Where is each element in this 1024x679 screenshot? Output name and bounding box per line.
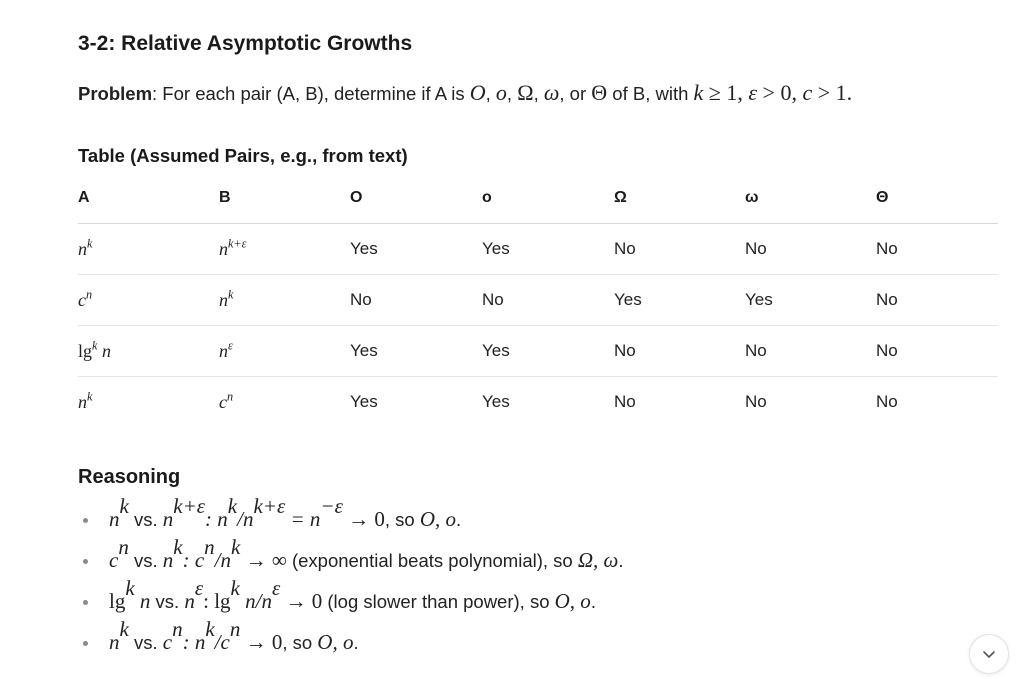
problem-statement: Problem: For each pair (A, B), determine if A is O, o, Ω, ω, or Θ of B, with k ≥ 1, ε > 0, c > 1. (78, 80, 853, 105)
section-title: 3-2: Relative Asymptotic Growths (78, 32, 413, 55)
cell-big-omega: Yes (614, 275, 745, 326)
list-item: $n^k$ vs. $n^{k+\varepsilon}$: $n^k/n^{k+\varepsilon} = n^{-\varepsilon} \to 0$, so O, o. (78, 499, 624, 540)
cell-big-omega: No (614, 392, 636, 411)
problem-label: Problem (78, 83, 153, 104)
reasoning-list (78, 493, 624, 663)
cell-little-omega: No (745, 392, 767, 411)
cell-big-o: No (350, 275, 482, 326)
scroll-down-button[interactable] (969, 634, 1009, 674)
cell-theta: No (876, 224, 998, 275)
chevron-down-icon (981, 646, 997, 662)
table-row (78, 224, 998, 275)
cell-big-omega: No (614, 224, 745, 275)
table-row (78, 326, 998, 377)
cell-little-o: Yes (482, 326, 614, 377)
cell-b: $n^k$ (219, 275, 350, 326)
header-theta: Θ (876, 172, 998, 224)
header-b: B (219, 172, 350, 224)
cell-a: $c^n$ (78, 275, 219, 326)
cell-little-omega: No (745, 224, 876, 275)
header-a: A (78, 172, 219, 224)
symbol-theta: Θ (591, 80, 608, 105)
header-little-omega: ω (745, 172, 876, 224)
cell-little-o: Yes (482, 392, 510, 411)
list-item: $c^n$ vs. $n^k$: $c^n/n^k$ → ∞ (exponential beats polynomial), so Ω, ω. (78, 540, 624, 581)
header-little-o: o (482, 172, 614, 224)
table-header-row (78, 172, 998, 224)
cell-b: $n^\varepsilon$ (219, 326, 350, 377)
header-big-omega: Ω (614, 172, 745, 224)
header-big-o: O (350, 172, 482, 224)
cell-big-o: Yes (350, 326, 482, 377)
cell-little-o: Yes (482, 224, 614, 275)
cell-a: $n^k$ (78, 388, 93, 412)
reasoning-title: Reasoning (78, 466, 181, 488)
symbol-big-omega: Ω (517, 80, 534, 105)
problem-text: : For each pair (A, B), determine if A is (152, 83, 470, 104)
symbol-little-omega: ω (543, 80, 560, 105)
asymptotic-table (78, 172, 998, 427)
cell-theta: No (876, 392, 898, 411)
table-row (78, 377, 998, 428)
cell-big-omega: No (614, 326, 745, 377)
symbol-little-o: o (495, 80, 507, 105)
table-row (78, 275, 998, 326)
cell-b: $c^n$ (219, 388, 234, 412)
cell-b: $n^{k+\varepsilon}$ (219, 224, 350, 275)
symbol-big-o: O (469, 80, 486, 105)
cell-theta: No (876, 326, 998, 377)
list-item: $n^k$ vs. $c^n$: $n^k/c^n \to 0$, so O, o. (78, 622, 624, 663)
cell-theta: No (876, 275, 998, 326)
cell-little-o: No (482, 275, 614, 326)
cell-a: $n^k$ (78, 224, 219, 275)
cell-little-omega: Yes (745, 275, 876, 326)
list-item: $\lg^k n$ vs. $n^\varepsilon$: $\lg^k n/n^\varepsilon \to 0$ (log slower than power), so O, o. (78, 581, 624, 622)
table-title: Table (Assumed Pairs, e.g., from text) (78, 145, 408, 166)
cell-a: $\lg^k n$ (78, 326, 219, 377)
cell-big-o: Yes (350, 224, 482, 275)
cell-big-o: Yes (350, 392, 378, 411)
cell-little-omega: No (745, 326, 876, 377)
